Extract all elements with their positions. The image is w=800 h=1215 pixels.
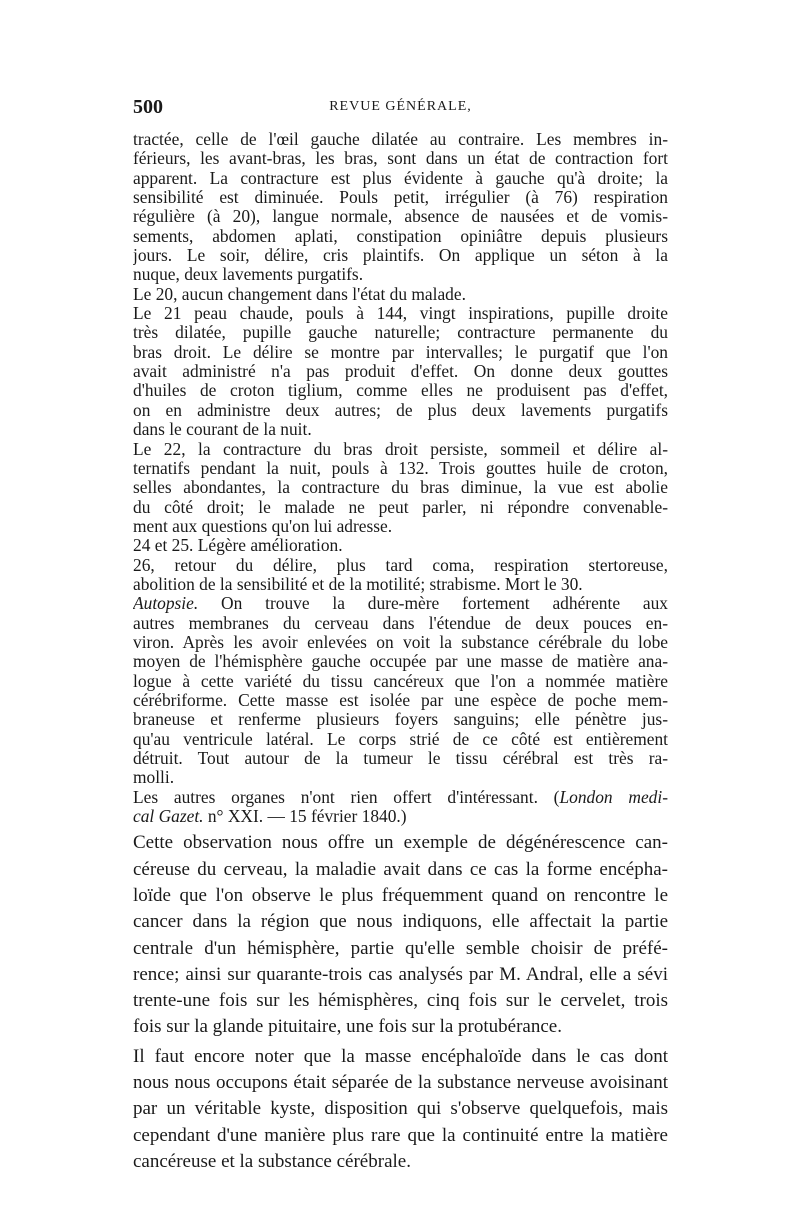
line-text: qu'au ventricule latéral. Le corps strié de ce côté est entièrement [133, 729, 668, 749]
line-text: très dilatée, pupille gauche naturelle; contracture permanente du [133, 323, 668, 343]
page-number: 500 [133, 96, 163, 118]
text-line [133, 207, 668, 226]
line-text: cancer dans la région que nous indiquons, elle affectait la partie [133, 911, 668, 933]
line-text: Les autres organes n'ont rien offert d'intéressant. ( [133, 787, 560, 807]
page-body [133, 130, 668, 1175]
line-text: 26, retour du délire, plus tard coma, respiration stertoreuse, [133, 555, 668, 575]
text-line [133, 575, 668, 594]
text-line [133, 362, 668, 381]
text-line [133, 594, 668, 613]
line-text: molli. [133, 768, 175, 788]
text-line [133, 536, 668, 555]
line-text: détruit. Tout autour de la tumeur le tissu cérébral est très ra- [133, 749, 668, 768]
running-title: REVUE GÉNÉRALE, [329, 99, 472, 114]
line-text: régulière (à 20), langue normale, absence de nausées et de vomis- [133, 207, 668, 227]
line-text: Il faut encore noter que la masse encéphaloïde dans le cas dont [133, 1045, 668, 1067]
line-text: 24 et 25. Légère amélioration. [133, 536, 343, 556]
line-text: trente-une fois sur les hémisphères, cinq fois sur le cervelet, trois [133, 990, 668, 1012]
line-text: fois sur la glande pituitaire, une fois sur la protubérance. [133, 1016, 562, 1038]
line-text: nuque, deux lavements purgatifs. [133, 265, 364, 285]
line-text: bras droit. Le délire se montre par intervalles; le purgatif que l'on [133, 342, 668, 362]
text-line [133, 988, 668, 1014]
line-text: d'huiles de croton tiglium, comme elles ne produisent pas d'effet, [133, 381, 668, 401]
text-line [133, 691, 668, 710]
text-line [133, 323, 668, 342]
text-line [133, 1096, 668, 1122]
text-line [133, 169, 668, 188]
line-text: moyen de l'hémisphère gauche occupée par une masse de matière ana- [133, 652, 668, 672]
text-line [133, 883, 668, 909]
line-text: On trouve la dure-mère fortement adhérente aux [198, 594, 668, 614]
line-text: dans le courant de la nuit. [133, 420, 312, 440]
text-line [133, 440, 668, 459]
text-line [133, 1014, 668, 1040]
line-text: ternatifs pendant la nuit, pouls à 132. Trois gouttes huile de croton, [133, 458, 668, 478]
italic-text: London medi- [559, 787, 668, 807]
line-text: sensibilité est diminuée. Pouls petit, irrégulier (à 76) respiration [133, 188, 668, 208]
text-line [133, 710, 668, 729]
line-text: logue à cette variété du tissu cancéreux que l'on a nommée matière [133, 671, 668, 691]
text-line [133, 936, 668, 962]
commentary-paragraph-2 [133, 1044, 668, 1175]
line-text: du côté droit; le malade ne peut parler, ni répondre convenable- [133, 497, 668, 517]
page-header [133, 96, 668, 122]
italic-text: Autopsie. [133, 594, 199, 614]
text-line [133, 420, 668, 439]
text-line [133, 130, 668, 149]
text-line [133, 614, 668, 633]
text-line [133, 459, 668, 478]
text-line [133, 498, 668, 517]
text-line [133, 343, 668, 362]
text-line [133, 830, 668, 856]
text-line [133, 478, 668, 497]
line-text: avait administré n'a pas produit d'effet. On donne deux gouttes [133, 362, 668, 382]
line-text: cependant d'une manière plus rare que la continuité entre la matière [133, 1124, 668, 1146]
text-line [133, 768, 668, 787]
line-text: abolition de la sensibilité et de la motilité; strabisme. Mort le 30. [133, 574, 583, 594]
line-text: Le 20, aucun changement dans l'état du malade. [133, 284, 466, 304]
line-text: par un véritable kyste, disposition qui s'observe quelquefois, mais [133, 1098, 668, 1120]
line-text: centrale d'un hémisphère, partie qu'elle semble choisir de préfé- [133, 937, 668, 959]
line-text: Le 21 peau chaude, pouls à 144, vingt inspirations, pupille droite [133, 304, 668, 324]
text-line [133, 1123, 668, 1149]
line-text: braneuse et renferme plusieurs foyers sanguins; elle pénètre jus- [133, 710, 668, 730]
line-text: on en administre deux autres; de plus deux lavements purgatifs [133, 400, 668, 420]
line-text: sements, abdomen aplati, constipation opiniâtre depuis plusieurs [133, 226, 668, 246]
line-text: viron. Après les avoir enlevées on voit la substance cérébrale du lobe [133, 632, 668, 652]
line-text: férieurs, les avant-bras, les bras, sont dans un état de contraction fort [133, 149, 668, 169]
line-text: autres membranes du cerveau dans l'étendue de deux pouces en- [133, 613, 668, 633]
text-line [133, 1070, 668, 1096]
text-line [133, 265, 668, 284]
line-text: jours. Le soir, délire, cris plaintifs. On applique un séton à la [133, 246, 668, 266]
text-line [133, 749, 668, 768]
text-line [133, 304, 668, 323]
text-line [133, 1149, 668, 1175]
line-text: loïde que l'on observe le plus fréquemment quand on rencontre le [133, 884, 668, 906]
text-line [133, 517, 668, 536]
case-observation [133, 130, 668, 826]
commentary-paragraph-1 [133, 830, 668, 1040]
line-text: tractée, celle de l'œil gauche dilatée au contraire. Les membres in- [133, 130, 668, 149]
text-line [133, 909, 668, 935]
text-line [133, 672, 668, 691]
text-line [133, 1044, 668, 1070]
text-line [133, 807, 668, 826]
text-line [133, 381, 668, 400]
italic-text: cal Gazet. [133, 807, 204, 827]
line-text: Le 22, la contracture du bras droit persiste, sommeil et délire al- [133, 439, 668, 459]
line-text: Cette observation nous offre un exemple de dégénérescence can- [133, 832, 668, 854]
line-text: ment aux questions qu'on lui adresse. [133, 516, 393, 536]
line-text: apparent. La contracture est plus évidente à gauche qu'à droite; la [133, 168, 668, 188]
text-line [133, 556, 668, 575]
text-line [133, 285, 668, 304]
text-line [133, 962, 668, 988]
text-line [133, 401, 668, 420]
line-text: selles abondantes, la contracture du bras diminue, la vue est abolie [133, 478, 668, 498]
text-line [133, 730, 668, 749]
text-line [133, 227, 668, 246]
line-text: cancéreuse et la substance cérébrale. [133, 1150, 411, 1172]
text-line [133, 188, 668, 207]
line-text: n° XXI. — 15 février 1840.) [203, 807, 407, 827]
text-line [133, 788, 668, 807]
line-text: cérébriforme. Cette masse est isolée par une espèce de poche mem- [133, 690, 668, 710]
text-line [133, 857, 668, 883]
text-line [133, 652, 668, 671]
line-text: nous nous occupons était séparée de la substance nerveuse avoisinant [133, 1072, 668, 1094]
text-line [133, 633, 668, 652]
text-line [133, 149, 668, 168]
text-line [133, 246, 668, 265]
line-text: céreuse du cerveau, la maladie avait dans ce cas la forme encépha- [133, 858, 668, 880]
line-text: rence; ainsi sur quarante-trois cas analysés par M. Andral, elle a sévi [133, 963, 668, 985]
